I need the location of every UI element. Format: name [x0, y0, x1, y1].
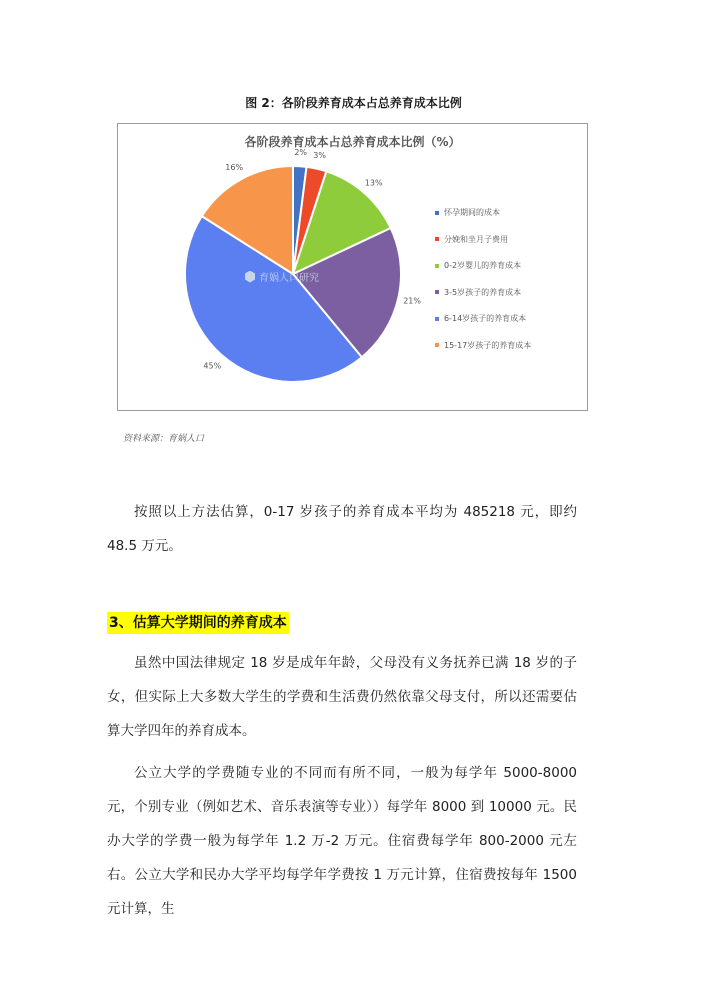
legend-swatch — [435, 343, 439, 347]
pie-chart-frame — [117, 123, 588, 411]
watermark — [245, 269, 319, 284]
legend-item — [435, 339, 531, 352]
legend-swatch — [435, 237, 439, 241]
legend-item — [435, 259, 531, 272]
legend-label: 15-17岁孩子的养育成本 — [444, 340, 532, 350]
watermark-text: 育娲人口研究 — [259, 273, 319, 284]
pie-data-label: 45% — [203, 361, 222, 371]
legend-label: 怀孕期间的成本 — [444, 208, 500, 217]
legend-swatch — [435, 317, 439, 321]
pie-data-label: 16% — [225, 163, 244, 173]
pie-data-label: 2% — [294, 148, 308, 158]
pie-data-label: 21% — [403, 296, 421, 306]
legend-label: 3-5岁孩子的养育成本 — [444, 287, 522, 297]
chart-title: 各阶段养育成本占总养育成本比例（%） — [244, 135, 461, 149]
pie-data-label: 3% — [313, 150, 326, 160]
legend-item — [435, 286, 531, 299]
legend-item — [435, 206, 531, 219]
chart-legend — [435, 206, 531, 365]
figure-title: 图 2：各阶段养育成本占总养育成本比例 — [245, 96, 462, 110]
legend-item — [435, 312, 531, 325]
paragraph-college-intro: 虽然中国法律规定 18 岁是成年年龄，父母没有义务抚养已满 18 岁的子女，但实际上大多数大学生的学费和生活费仍然依靠父母支付，所以还需要估算大学四年的养育成本。 — [107, 655, 577, 739]
legend-label: 分娩和坐月子费用 — [444, 234, 508, 244]
legend-swatch — [435, 264, 439, 268]
pie-data-label: 13% — [364, 178, 383, 188]
watermark-logo-icon — [245, 271, 255, 283]
section-heading: 3、估算大学期间的养育成本 — [107, 612, 289, 634]
paragraph-cost-estimate: 按照以上方法估算，0-17 岁孩子的养育成本平均为 485218 元，即约 48.5 万元。 — [107, 504, 577, 554]
figure-source: 资料来源：育娲人口 — [123, 434, 205, 444]
legend-item — [435, 233, 531, 246]
paragraph-tuition: 公立大学的学费随专业的不同而有所不同，一般为每学年 5000-8000 元，个别专业（例如艺术、音乐表演等专业））每学年 8000 到 10000 元。民办大学的学费一般为每学年 1.2 万-2 万元。住宿费每学年 800-2000 元左右。公立大学和民办大学平均每学年学费按 1 万元计算，住宿费按每年 1500 元计算，生 — [107, 765, 577, 917]
legend-label: 0-2岁婴儿的养育成本 — [444, 261, 522, 270]
legend-label: 6-14岁孩子的养育成本 — [444, 314, 527, 323]
legend-swatch — [435, 290, 439, 294]
legend-swatch — [435, 211, 439, 215]
